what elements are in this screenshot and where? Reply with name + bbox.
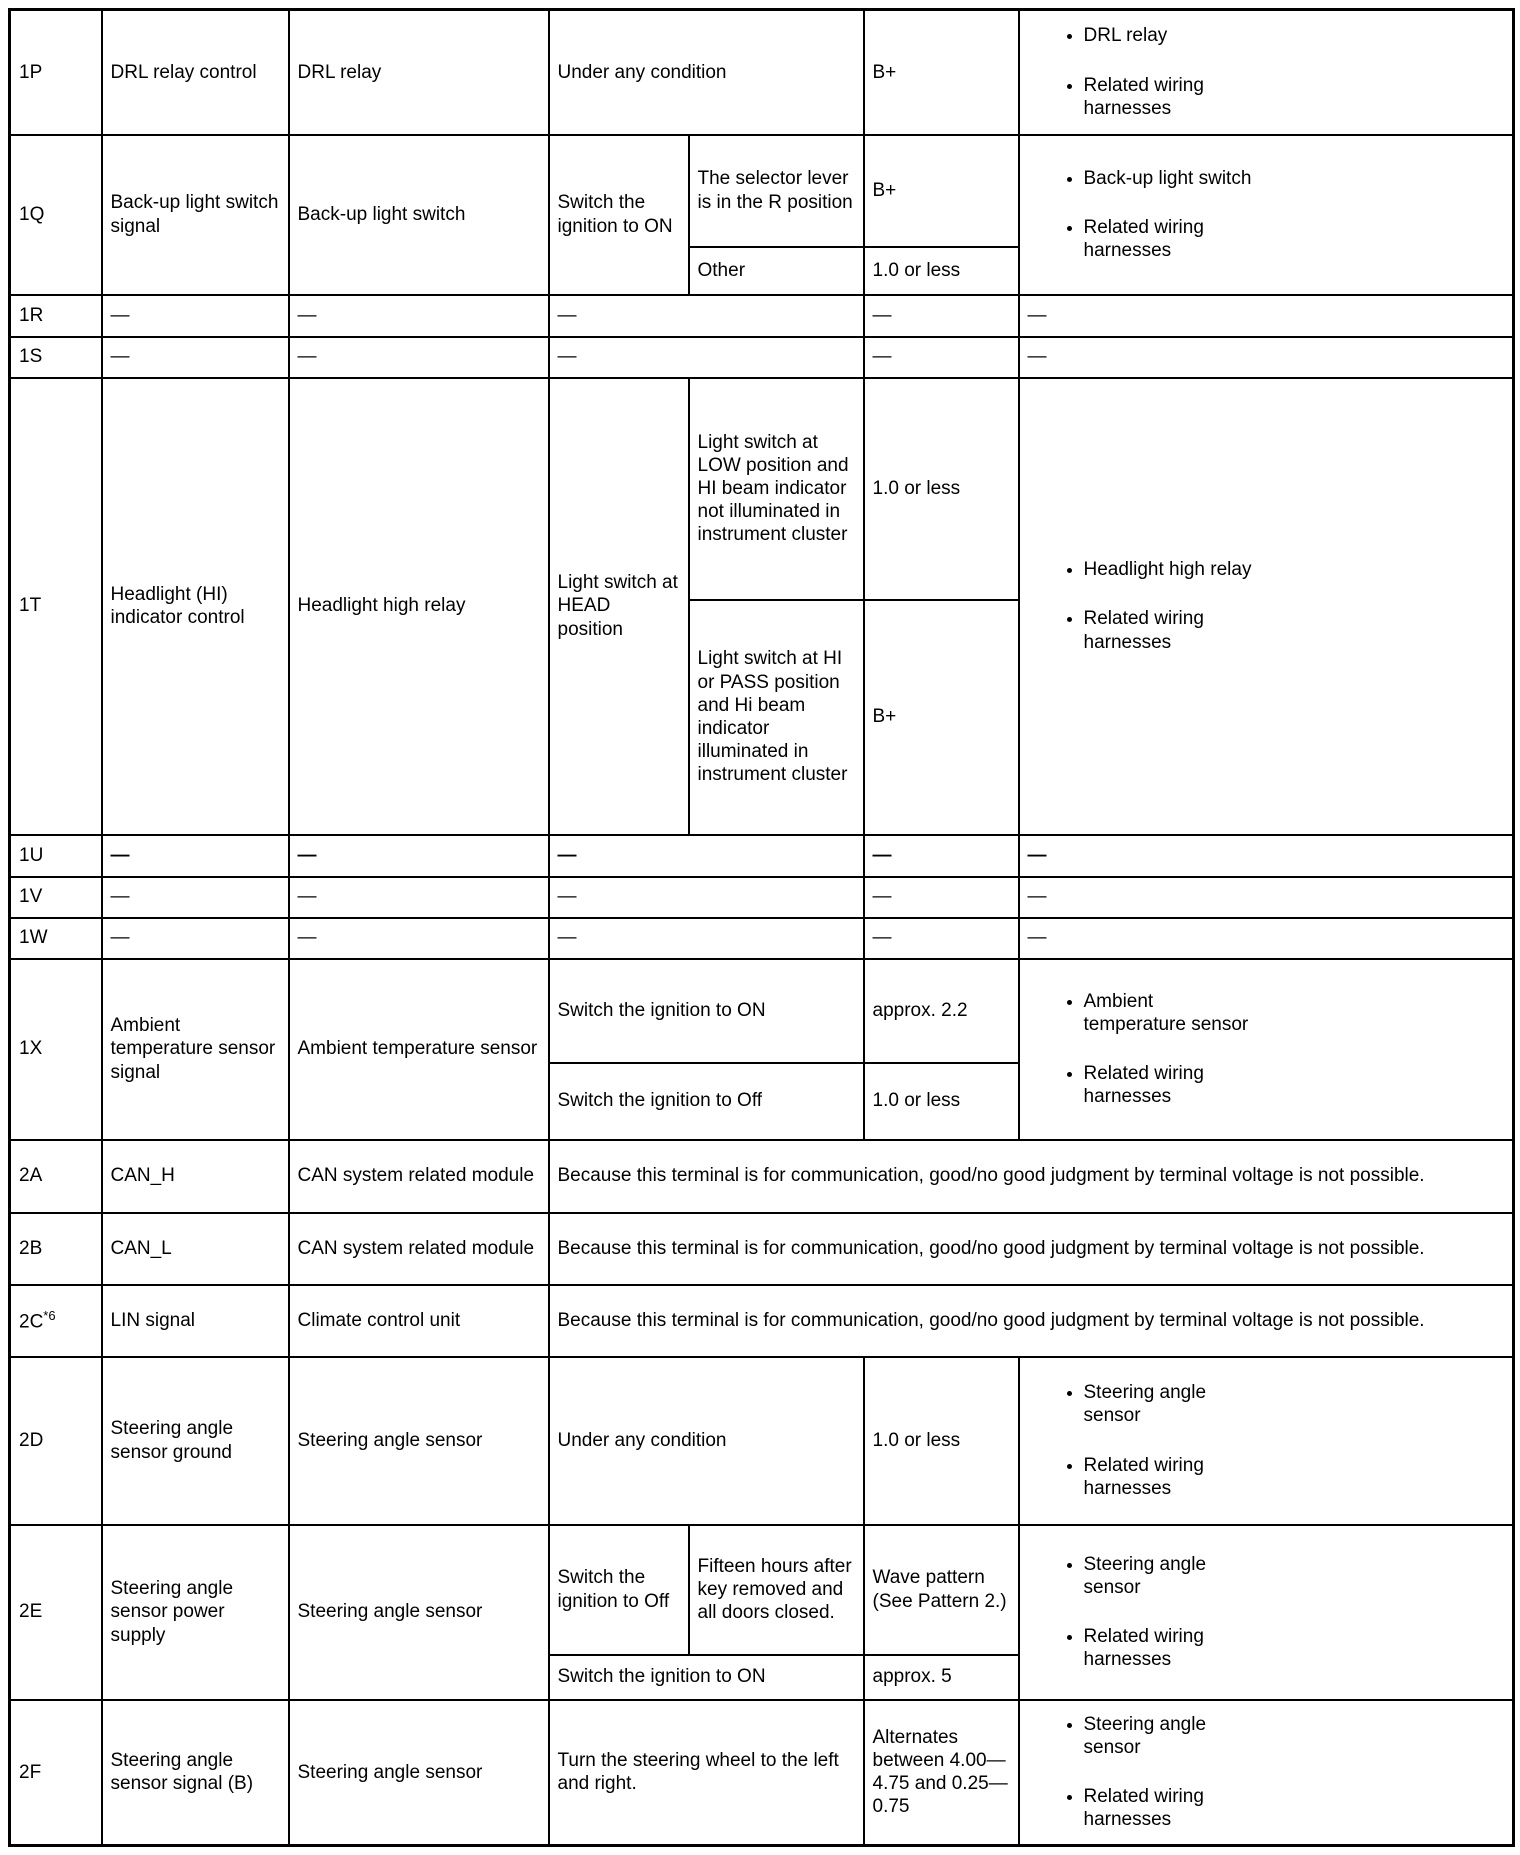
inspection-cell: — — [1019, 918, 1514, 959]
condition-sub-cell: Fifteen hours after key removed and all doors closed. — [689, 1525, 864, 1655]
condition-sub-cell: Light switch at HI or PASS position and Hi beam indicator illuminated in instrument cluster — [689, 600, 864, 835]
connected-cell: Steering angle sensor — [289, 1357, 549, 1525]
inspection-item: • Related wiring harnesses — [1084, 1062, 1252, 1108]
inspection-item: • Related wiring harnesses — [1084, 1785, 1252, 1831]
inspection-cell — [1019, 959, 1514, 1140]
signal-cell: LIN signal — [102, 1285, 289, 1357]
condition-cell: — — [549, 295, 864, 337]
connected-cell: — — [289, 337, 549, 378]
condition-sub-cell: Other — [689, 247, 864, 295]
connected-cell: CAN system related module — [289, 1213, 549, 1285]
signal-cell: Steering angle sensor power supply — [102, 1525, 289, 1700]
voltage-cell: 1.0 or less — [864, 1063, 1019, 1140]
connected-cell: — — [289, 918, 549, 959]
inspection-item: • DRL relay — [1084, 24, 1252, 47]
inspection-item: • Steering angle sensor — [1084, 1381, 1252, 1427]
connected-cell: DRL relay — [289, 10, 549, 135]
inspection-cell — [1019, 1525, 1514, 1700]
inspection-item: • Related wiring harnesses — [1084, 216, 1252, 262]
inspection-list — [1060, 558, 1252, 654]
connected-cell: Climate control unit — [289, 1285, 549, 1357]
connected-cell: Steering angle sensor — [289, 1525, 549, 1700]
terminal-cell: 1Q — [10, 135, 102, 295]
connected-cell: Steering angle sensor — [289, 1700, 549, 1846]
terminal-cell — [10, 1285, 102, 1357]
terminal-cell: 2A — [10, 1140, 102, 1213]
inspection-list — [1060, 1553, 1252, 1672]
terminal-cell: 2B — [10, 1213, 102, 1285]
communication-note-cell: Because this terminal is for communication, good/no good judgment by terminal voltage is not possible. — [549, 1140, 1514, 1213]
connected-cell: — — [289, 877, 549, 918]
voltage-cell: — — [864, 835, 1019, 877]
voltage-cell: — — [864, 295, 1019, 337]
voltage-cell: 1.0 or less — [864, 378, 1019, 600]
table-row — [10, 1140, 1514, 1213]
table-row — [10, 1357, 1514, 1525]
inspection-list — [1060, 167, 1252, 263]
inspection-cell — [1019, 1357, 1514, 1525]
terminal-cell: 1P — [10, 10, 102, 135]
condition-cell: Switch the ignition to ON — [549, 1655, 864, 1700]
table-row — [10, 959, 1514, 1063]
table-row — [10, 877, 1514, 918]
terminal-cell: 2D — [10, 1357, 102, 1525]
inspection-item: • Steering angle sensor — [1084, 1553, 1252, 1599]
signal-cell: — — [102, 835, 289, 877]
signal-cell: Steering angle sensor ground — [102, 1357, 289, 1525]
table-row — [10, 295, 1514, 337]
voltage-cell: B+ — [864, 10, 1019, 135]
voltage-cell: Alternates between 4.00—4.75 and 0.25—0.75 — [864, 1700, 1019, 1846]
terminal-cell: 1V — [10, 877, 102, 918]
inspection-cell — [1019, 10, 1514, 135]
connected-cell: — — [289, 295, 549, 337]
inspection-cell: — — [1019, 295, 1514, 337]
inspection-item: • Ambient temperature sensor — [1084, 990, 1252, 1036]
communication-note-cell: Because this terminal is for communication, good/no good judgment by terminal voltage is not possible. — [549, 1213, 1514, 1285]
inspection-item: • Headlight high relay — [1084, 558, 1252, 581]
condition-sub-cell: The selector lever is in the R position — [689, 135, 864, 247]
voltage-cell: — — [864, 877, 1019, 918]
table-row — [10, 337, 1514, 378]
voltage-cell: — — [864, 337, 1019, 378]
signal-cell: CAN_H — [102, 1140, 289, 1213]
inspection-list — [1060, 24, 1252, 120]
inspection-list — [1060, 990, 1252, 1109]
signal-cell: — — [102, 337, 289, 378]
condition-main-cell: Switch the ignition to Off — [549, 1525, 689, 1655]
table-row — [10, 1213, 1514, 1285]
communication-note-cell: Because this terminal is for communication, good/no good judgment by terminal voltage is not possible. — [549, 1285, 1514, 1357]
condition-cell: — — [549, 337, 864, 378]
inspection-list — [1060, 1713, 1252, 1832]
inspection-item: • Related wiring harnesses — [1084, 74, 1252, 120]
voltage-cell: approx. 5 — [864, 1655, 1019, 1700]
table-row — [10, 1285, 1514, 1357]
inspection-item: • Related wiring harnesses — [1084, 1454, 1252, 1500]
condition-cell: — — [549, 918, 864, 959]
inspection-cell: — — [1019, 337, 1514, 378]
signal-cell: Back-up light switch signal — [102, 135, 289, 295]
connected-cell: Headlight high relay — [289, 378, 549, 835]
voltage-cell: — — [864, 918, 1019, 959]
condition-cell: Switch the ignition to ON — [549, 959, 864, 1063]
table-row — [10, 135, 1514, 247]
signal-cell: CAN_L — [102, 1213, 289, 1285]
inspection-item: • Related wiring harnesses — [1084, 1625, 1252, 1671]
inspection-list — [1060, 1381, 1252, 1500]
inspection-item: • Back-up light switch — [1084, 167, 1252, 190]
condition-cell: — — [549, 835, 864, 877]
condition-cell: Under any condition — [549, 1357, 864, 1525]
terminal-cell: 2F — [10, 1700, 102, 1846]
terminal-cell: 1X — [10, 959, 102, 1140]
connected-cell: — — [289, 835, 549, 877]
inspection-cell — [1019, 378, 1514, 835]
table-row — [10, 918, 1514, 959]
table-row — [10, 1700, 1514, 1846]
inspection-cell — [1019, 135, 1514, 295]
terminal-id: 2C — [19, 1311, 44, 1333]
inspection-cell — [1019, 1700, 1514, 1846]
connected-cell: Back-up light switch — [289, 135, 549, 295]
voltage-cell: approx. 2.2 — [864, 959, 1019, 1063]
terminal-cell: 1S — [10, 337, 102, 378]
footnote-marker: *6 — [43, 1307, 56, 1323]
table-row — [10, 10, 1514, 135]
terminal-cell: 1R — [10, 295, 102, 337]
inspection-cell: — — [1019, 877, 1514, 918]
connected-cell: Ambient temperature sensor — [289, 959, 549, 1140]
condition-cell: Turn the steering wheel to the left and right. — [549, 1700, 864, 1846]
condition-sub-cell: Light switch at LOW position and HI beam indicator not illuminated in instrument cluster — [689, 378, 864, 600]
signal-cell: Ambient temperature sensor signal — [102, 959, 289, 1140]
connected-cell: CAN system related module — [289, 1140, 549, 1213]
condition-main-cell: Switch the ignition to ON — [549, 135, 689, 295]
inspection-item: • Related wiring harnesses — [1084, 607, 1252, 653]
voltage-cell: B+ — [864, 135, 1019, 247]
inspection-item: • Steering angle sensor — [1084, 1713, 1252, 1759]
voltage-cell: Wave pattern (See Pattern 2.) — [864, 1525, 1019, 1655]
signal-cell: DRL relay control — [102, 10, 289, 135]
terminal-cell: 2E — [10, 1525, 102, 1700]
table-row — [10, 378, 1514, 600]
signal-cell: Headlight (HI) indicator control — [102, 378, 289, 835]
terminal-cell: 1W — [10, 918, 102, 959]
signal-cell: Steering angle sensor signal (B) — [102, 1700, 289, 1846]
signal-cell: — — [102, 295, 289, 337]
table-row — [10, 835, 1514, 877]
condition-main-cell: Light switch at HEAD position — [549, 378, 689, 835]
terminal-cell: 1U — [10, 835, 102, 877]
terminal-voltage-table — [8, 8, 1515, 1847]
condition-cell: — — [549, 877, 864, 918]
voltage-cell: 1.0 or less — [864, 1357, 1019, 1525]
voltage-cell: B+ — [864, 600, 1019, 835]
terminal-cell: 1T — [10, 378, 102, 835]
condition-cell: Under any condition — [549, 10, 864, 135]
table-row — [10, 1525, 1514, 1655]
condition-cell: Switch the ignition to Off — [549, 1063, 864, 1140]
signal-cell: — — [102, 877, 289, 918]
inspection-cell: — — [1019, 835, 1514, 877]
signal-cell: — — [102, 918, 289, 959]
voltage-cell: 1.0 or less — [864, 247, 1019, 295]
